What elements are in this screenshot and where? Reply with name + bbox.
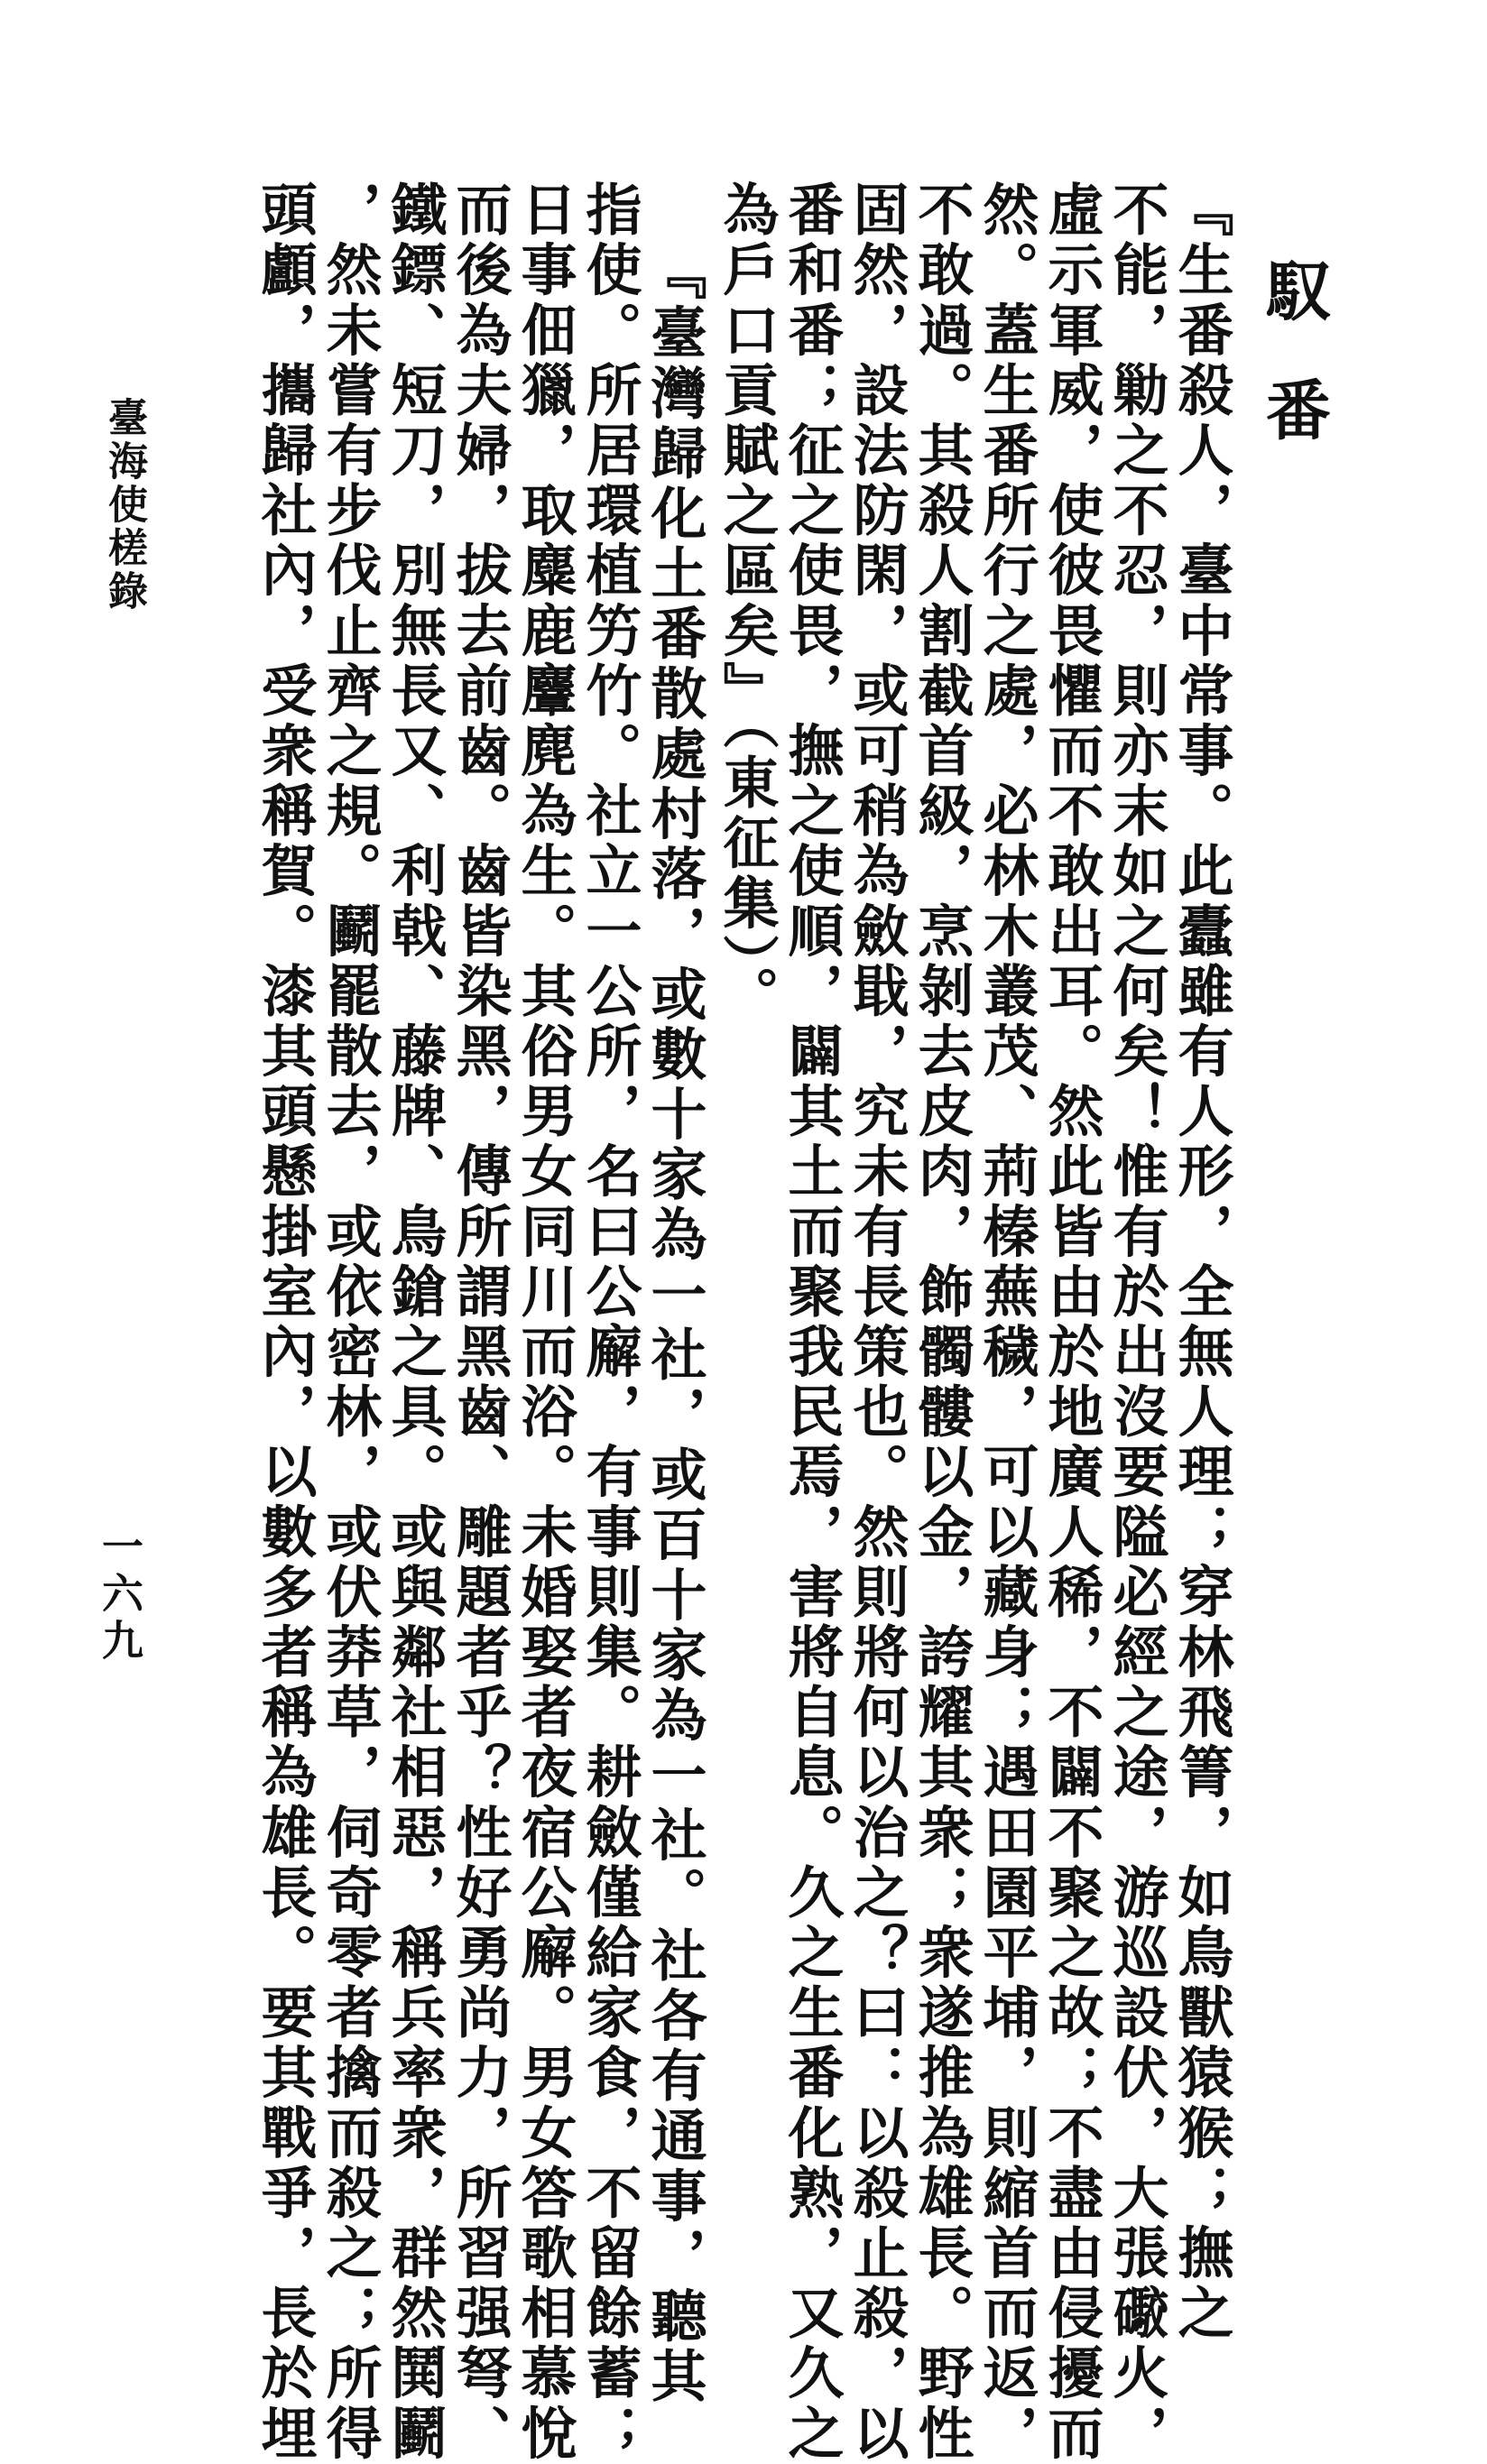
text-column-10: 指使。所居環植竻竹。社立一公所，名曰公廨，有事則集。耕斂僅給家食，不留餘蓄； bbox=[577, 180, 642, 2464]
text-column-11: 日事佃獵，取麋鹿麞麂為生。其俗男女同川而浴。未婚娶者夜宿公廨。男女答歌相慕悅 bbox=[512, 180, 577, 2464]
text-column-5: 不敢過。其殺人割截首級，烹剝去皮肉，飾髑髏以金，誇耀其衆；衆遂推為雄長。野性 bbox=[909, 180, 974, 2464]
page-number: 一六九 bbox=[96, 1525, 144, 1666]
text-column-14: ，然未嘗有步伐止齊之規。鬬罷散去，或依密林，或伏莽草，伺奇零者擒而殺之；所得 bbox=[317, 180, 383, 2464]
text-column-12: 而後為夫婦，拔去前齒。齒皆染黑，傳所謂黑齒、雕題者乎？性好勇尚力，所習强弩、 bbox=[447, 180, 513, 2464]
text-column-4: 然。蓋生番所行之處，必林木叢茂、荊榛蕪穢，可以藏身；遇田園平埔，則縮首而返， bbox=[974, 180, 1039, 2464]
text-column-2: 不能，勦之不忍，則亦末如之何矣！惟有於出沒要隘必經之途，游巡設伏，大張礮火， bbox=[1104, 180, 1169, 2464]
text-column-7: 番和番；征之使畏，撫之使順，闢其土而聚我民焉，害將自息。久之生番化熟，又久之 bbox=[779, 180, 845, 2464]
text-column-13: 鐵鏢、短刀，別無長又、利戟、藤牌、鳥鎗之具。或與鄰社相惡，稱兵率衆，群然鬨鬬 bbox=[382, 180, 448, 2464]
text-column-15: 頭顱，攜歸社內，受衆稱賀。漆其頭懸掛室內，以數多者稱為雄長。要其戰爭，長於埋 bbox=[252, 180, 318, 2464]
text-column-6: 固然，設法防閑，或可稍為斂戢，究未有長策也。然則將何以治之？曰：以殺止殺，以 bbox=[844, 180, 910, 2464]
text-column-3: 虛示軍威，使彼畏懼而不敢出耳。然此皆由於地廣人稀，不闢不聚之故；不盡由侵擾而 bbox=[1039, 180, 1104, 2464]
text-column-8: 為戶口貢賦之區矣』（東征集）。 bbox=[714, 180, 780, 1026]
running-head-book-title: 臺海使槎錄 bbox=[101, 397, 147, 614]
section-title: 馭番 bbox=[1255, 257, 1332, 495]
text-column-1: 『生番殺人，臺中常事。此蠹雖有人形，全無人理；穿林飛箐，如鳥獸猿猴；撫之 bbox=[1168, 180, 1234, 2344]
text-column-9: 『臺灣歸化土番散處村落，或數十家為一社，或百十家為一社。社各有通事，聽其 bbox=[642, 244, 707, 2407]
